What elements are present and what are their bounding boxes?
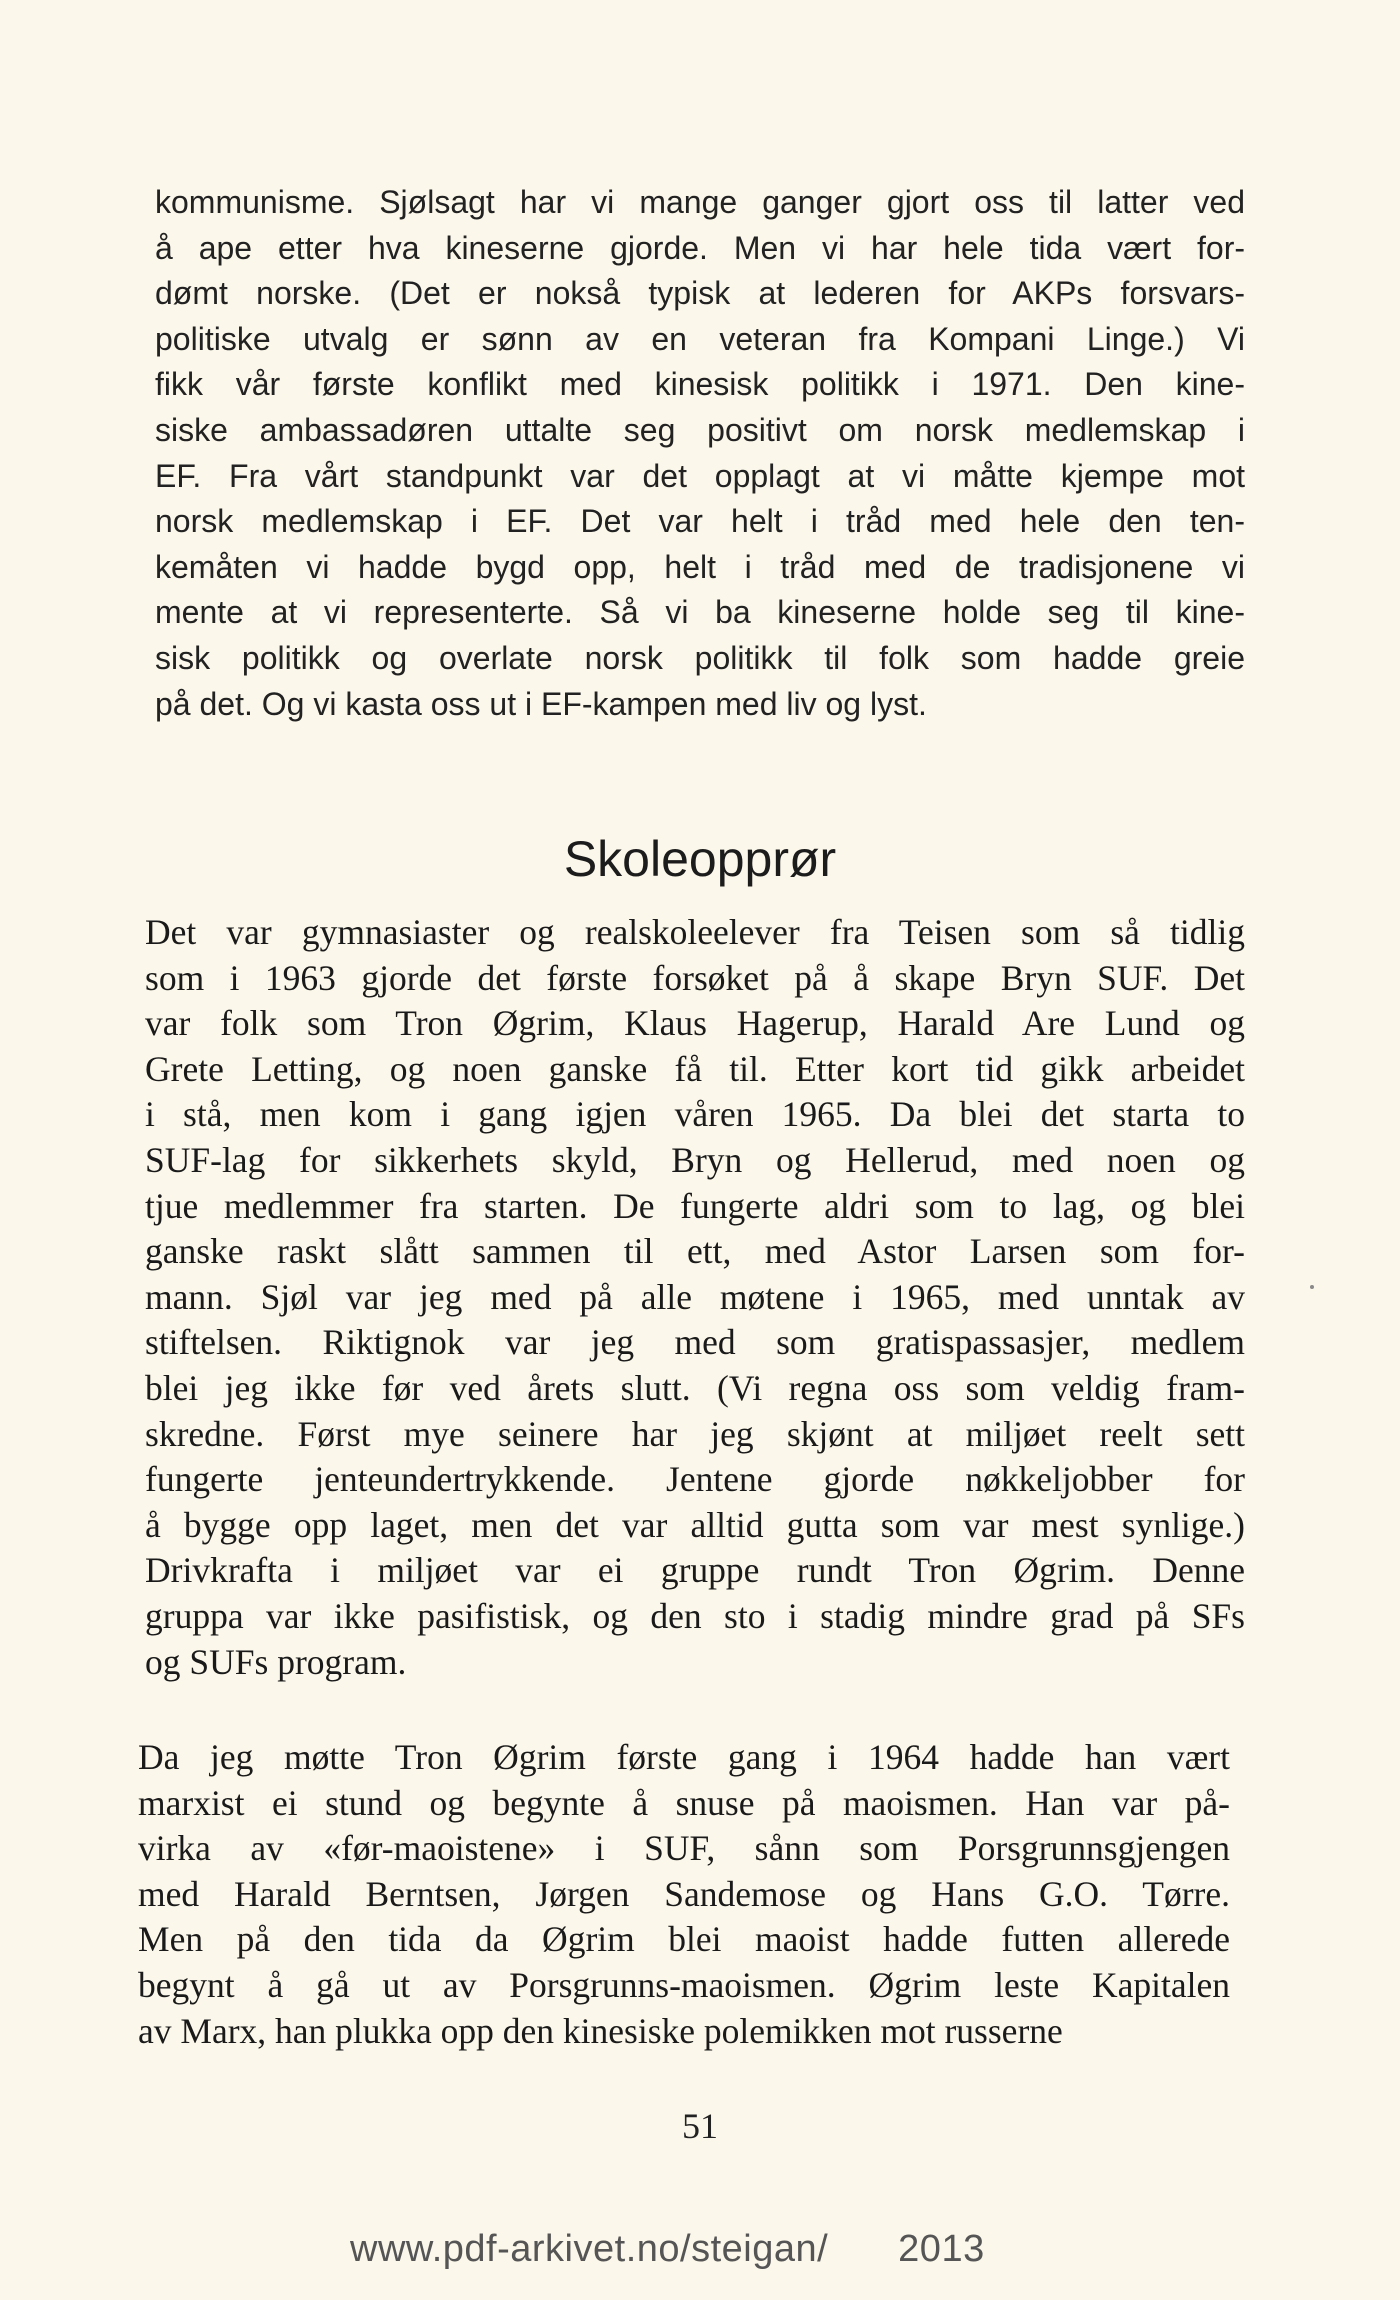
paragraph-tron-ogrim [138, 1735, 1230, 2054]
text-line: var folk som Tron Øgrim, Klaus Hagerup, Harald Are Lund og [145, 1003, 1245, 1044]
text-line: kemåten vi hadde bygd opp, helt i tråd med de tradisjonene vi [155, 548, 1245, 585]
source-watermark [350, 2228, 985, 2271]
text-line: dømt norske. (Det er nokså typisk at lederen for AKPs forsvars- [155, 275, 1245, 312]
text-line: Grete Letting, og noen ganske få til. Etter kort tid gikk arbeidet [145, 1048, 1245, 1089]
text-line: EF. Fra vårt standpunkt var det opplagt at vi måtte kjempe mot [155, 457, 1245, 494]
text-line: i stå, men kom i gang igjen våren 1965. Da blei det starta to [145, 1094, 1245, 1135]
scan-speck [1310, 1285, 1314, 1289]
text-line: sisk politikk og overlate norsk politikk til folk som hadde greie [155, 639, 1245, 676]
text-line: politiske utvalg er sønn av en veteran fra Kompani Linge.) Vi [155, 320, 1245, 357]
text-line: å bygge opp laget, men det var alltid gutta som var mest synlige.) [145, 1504, 1245, 1545]
text-line: og SUFs program. [145, 1641, 407, 1682]
text-line: Da jeg møtte Tron Øgrim første gang i 1964 hadde han vært [138, 1737, 1230, 1777]
watermark-url: www.pdf-arkivet.no/steigan/ [350, 2228, 829, 2270]
text-line: av Marx, han plukka opp den kinesiske polemikken mot russerne [138, 2010, 1063, 2051]
text-line: fungerte jenteundertrykkende. Jentene gjorde nøkkeljobber for [145, 1459, 1245, 1500]
text-line: Det var gymnasiaster og realskoleelever fra Teisen som så tidlig [145, 912, 1245, 952]
text-line: tjue medlemmer fra starten. De fungerte aldri som to lag, og blei [145, 1185, 1245, 1226]
watermark-year: 2013 [898, 2228, 985, 2270]
section-heading: Skoleopprør [563, 831, 837, 887]
text-line: gruppa var ikke pasifistisk, og den sto i stadig mindre grad på SFs [145, 1595, 1245, 1636]
text-line: som i 1963 gjorde det første forsøket på å skape Bryn SUF. Det [145, 957, 1245, 998]
text-line: SUF-lag for sikkerhets skyld, Bryn og Hellerud, med noen og [145, 1139, 1245, 1180]
text-line: med Harald Berntsen, Jørgen Sandemose og Hans G.O. Tørre. [138, 1873, 1230, 1914]
text-line: marxist ei stund og begynte å snuse på maoismen. Han var på- [138, 1782, 1230, 1823]
text-line: Drivkrafta i miljøet var ei gruppe rundt Tron Øgrim. Denne [145, 1550, 1245, 1591]
text-line: på det. Og vi kasta oss ut i EF-kampen med liv og lyst. [155, 685, 927, 722]
page-number: 51 [682, 2106, 718, 2146]
text-line: blei jeg ikke før ved årets slutt. (Vi regna oss som veldig fram- [145, 1367, 1245, 1408]
text-line: kommunisme. Sjølsagt har vi mange ganger gjort oss til latter ved [155, 184, 1245, 220]
paragraph-continuation [155, 180, 1245, 727]
text-line: norsk medlemskap i EF. Det var helt i tråd med hele den ten- [155, 503, 1245, 540]
text-line: stiftelsen. Riktignok var jeg med som gratispassasjer, medlem [145, 1322, 1245, 1363]
text-line: fikk vår første konflikt med kinesisk politikk i 1971. Den kine- [155, 366, 1245, 403]
paragraph-skoleoppror [145, 910, 1245, 1685]
text-line: skredne. Først mye seinere har jeg skjønt at miljøet reelt sett [145, 1413, 1245, 1454]
text-line: begynt å gå ut av Porsgrunns-maoismen. Øgrim leste Kapitalen [138, 1964, 1230, 2005]
text-line: mente at vi representerte. Så vi ba kineserne holde seg til kine- [155, 594, 1245, 631]
text-line: å ape etter hva kineserne gjorde. Men vi har hele tida vært for- [155, 229, 1245, 266]
text-line: Men på den tida da Øgrim blei maoist hadde futten allerede [138, 1919, 1230, 1960]
text-line: mann. Sjøl var jeg med på alle møtene i 1965, med unntak av [145, 1276, 1245, 1317]
text-line: virka av «før-maoistene» i SUF, sånn som Porsgrunnsgjengen [138, 1828, 1230, 1869]
text-line: ganske raskt slått sammen til ett, med Astor Larsen som for- [145, 1231, 1245, 1272]
text-line: siske ambassadøren uttalte seg positivt om norsk medlemskap i [155, 411, 1245, 448]
